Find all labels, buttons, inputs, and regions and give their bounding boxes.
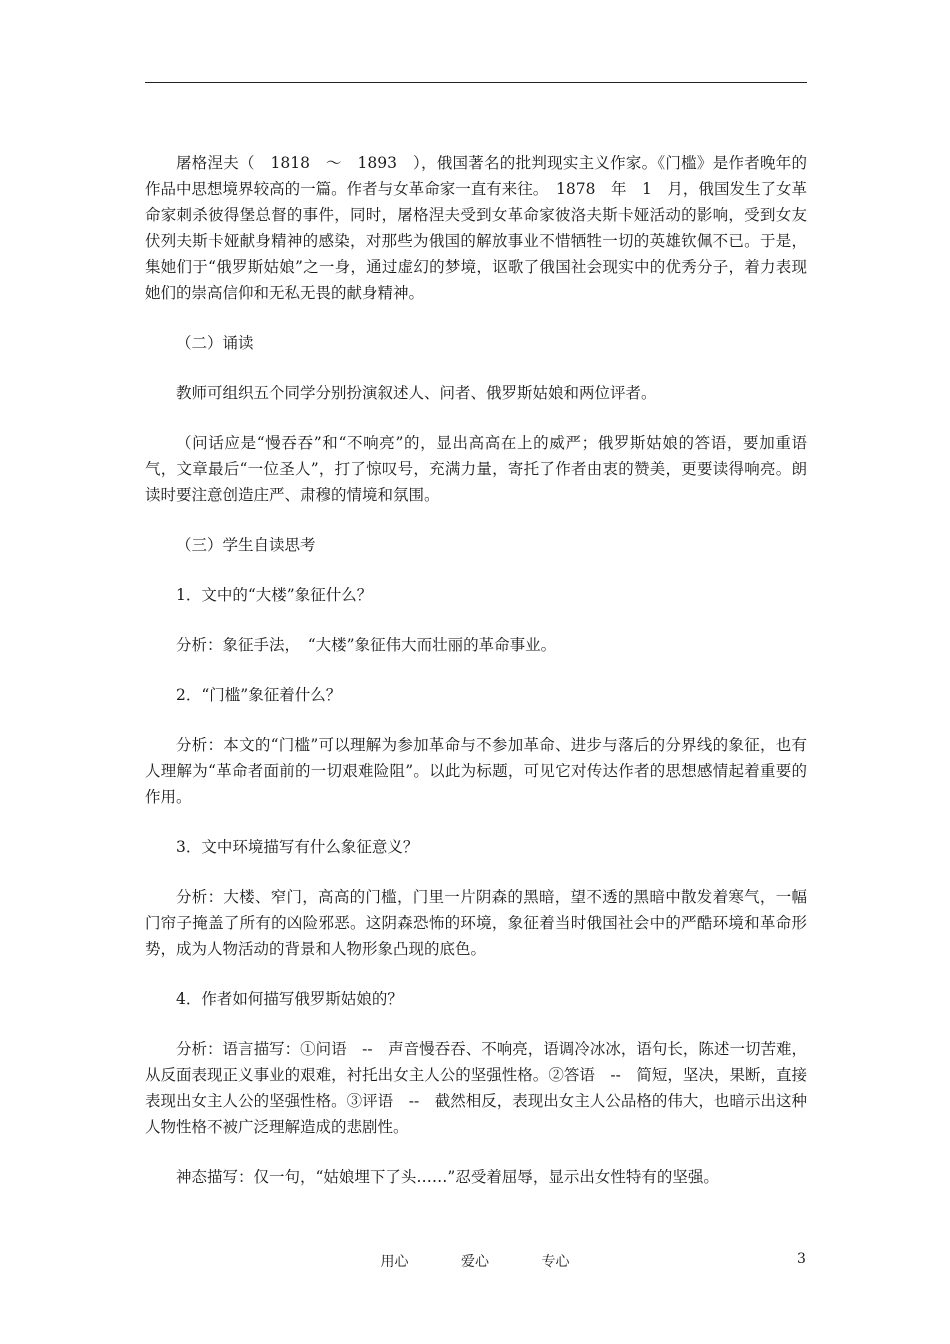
body-text [145, 150, 807, 1190]
footer-word: 爱心 [461, 1254, 489, 1270]
question-4: 4．作者如何描写俄罗斯姑娘的？ [176, 990, 403, 1008]
page-number: 3 [797, 1251, 806, 1267]
analysis-2: 分析：本文的“门槛”可以理解为参加革命与不参加革命、进步与落后的分界线的象征，也有人理解为“革命者面前的一切艰难险阻”。以此为标题，可见它对传达作者的思想感情起着重要的作用。 [145, 736, 807, 806]
question-2: 2．“门槛”象征着什么？ [176, 686, 342, 704]
analysis-3: 分析：大楼、窄门，高高的门槛，门里一片阴森的黑暗，望不透的黑暗中散发着寒气，一幅门帘子掩盖了所有的凶险邪恶。这阴森恐怖的环境，象征着当时俄国社会中的严酷环境和革命形势，成为人物活动的背景和人物形象凸现的底色。 [145, 888, 807, 958]
analysis-1: 分析：象征手法， “大楼”象征伟大而壮丽的革命事业。 [176, 636, 557, 654]
footer-motto [0, 1251, 950, 1271]
analysis-4-language: 分析：语言描写：①问语 -- 声音慢吞吞、不响亮，语调冷冰冰，语句长，陈述一切苦难，从反面表现正义事业的艰难，衬托出女主人公的坚强性格。②答语 -- 简短，坚决，果断，直接表现出女主人公的坚强性格。③评语 -- 截然相反，表现出女主人公品格的伟大，也暗示出这种人物性格不被广泛理解造成的悲剧性。 [145, 1040, 807, 1136]
question-1: 1．文中的“大楼”象征什么？ [176, 586, 373, 604]
paragraph-roles: 教师可组织五个同学分别扮演叙述人、问者、俄罗斯姑娘和两位评者。 [176, 384, 657, 402]
header-rule [145, 82, 807, 83]
footer-word: 专心 [541, 1254, 570, 1270]
paragraph-author-intro: 屠格涅夫（ 1818 ～ 1893 ），俄国著名的批判现实主义作家。《门槛》是作者晚年的作品中思想境界较高的一篇。作者与女革命家一直有来往。 1878 年 1 月，俄国发生了女革命家刺杀彼得堡总督的事件，同时，屠格涅夫受到女革命家彼洛夫斯卡娅活动的影响，受到女友伏列夫斯卡娅献身精神的感染，对那些为俄国的解放事业不惜牺牲一切的英雄钦佩不已。于是，集她们于“俄罗斯姑娘”之一身，通过虚幻的梦境，讴歌了俄国社会现实中的优秀分子，着力表现她们的崇高信仰和无私无畏的献身精神。 [145, 154, 807, 302]
paragraph-reading-notes: （问话应是“慢吞吞”和“不响亮”的，显出高高在上的威严；俄罗斯姑娘的答语，要加重语气，文章最后“一位圣人”，打了惊叹号，充满力量，寄托了作者由衷的赞美，更要读得响亮。朗读时要注意创造庄严、肃穆的情境和氛围。 [145, 434, 807, 504]
question-3: 3．文中环境描写有什么象征意义？ [176, 838, 419, 856]
analysis-4-expression: 神态描写：仅一句，“姑娘埋下了头……”忍受着屈辱，显示出女性特有的坚强。 [176, 1168, 719, 1186]
section-heading-self-study: （三）学生自读思考 [176, 536, 316, 554]
footer-word: 用心 [380, 1254, 409, 1270]
section-heading-recitation: （二）诵读 [176, 334, 254, 352]
